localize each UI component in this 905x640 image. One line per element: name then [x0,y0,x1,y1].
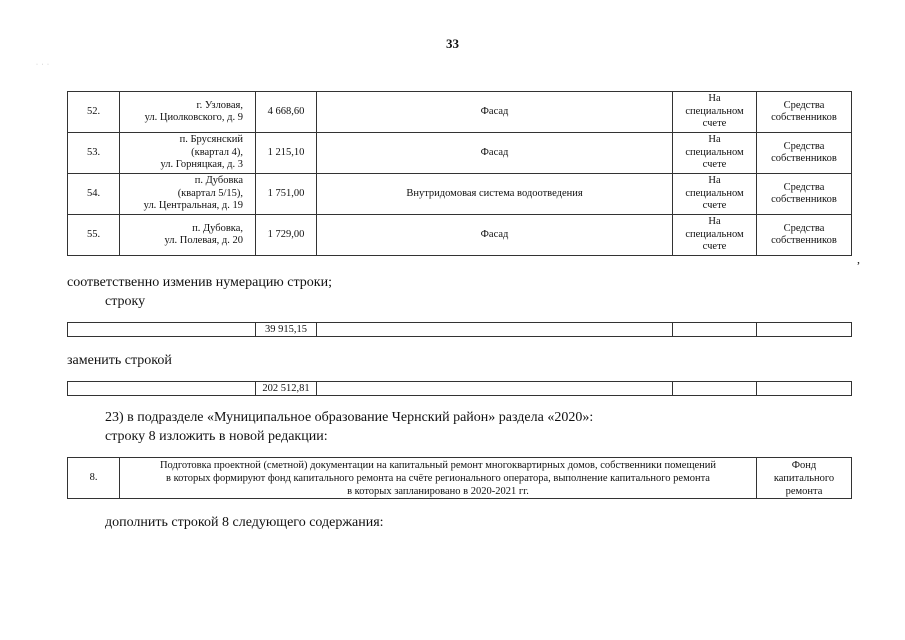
row-address-line2: (квартал 5/15), [177,187,243,199]
row-account [673,92,757,133]
new-row-account [673,382,757,396]
paragraph-renumber: соответственно изменив нумерацию строки; [67,275,332,290]
row-address-line1: п. Дубовка [194,175,243,187]
row-account-line2: специальном [685,187,744,199]
row-account-line3: счете [702,118,727,130]
row-work-type [317,133,673,174]
row-fund-source-line1: Средства [783,140,825,152]
old-total-row [67,322,852,337]
row-fund-source-line2: собственников [771,112,837,123]
row-account-line1: На [708,93,721,105]
row8-description [120,458,757,499]
row-number-line1: 52. [86,105,101,117]
row-address-line2: ул. Полевая, д. 20 [164,235,243,246]
row-fund-source-line1: Средства [783,181,825,193]
row-number [68,215,120,256]
row-account [673,174,757,215]
row-address-line2: ул. Циолковского, д. 9 [144,112,243,123]
row-work-type-line1: Фасад [480,228,509,240]
old-row-area: 39 915,15 [256,323,317,337]
new-row-fund [757,382,852,396]
row-work-type [317,174,673,215]
row-account-line3: счете [702,200,727,212]
row-address [120,133,256,174]
row-address-line3: ул. Центральная, д. 19 [143,200,243,212]
row-account-line3: счете [702,241,727,253]
table-row [68,215,852,256]
paragraph-replace: заменить строкой [67,353,172,368]
row-number-line1: 54. [86,187,101,199]
old-row-label [68,323,256,337]
table-row [68,458,852,499]
row-address-line1: п. Брусянский [179,134,243,146]
row-work-type [317,92,673,133]
row-fund-source-line1: Средства [783,99,825,111]
row-area-line1: 1 215,10 [267,146,305,158]
table-row [68,133,852,174]
row-account-line1: На [708,175,721,187]
row8-fund-line1: Фонд [791,459,817,471]
row8-table [67,457,852,499]
row-fund-source [757,174,852,215]
row-account-line2: специальном [685,146,744,158]
row-number-line1: 55. [86,228,101,240]
row8-desc-line2: в которых формируют фонд капитального ремонта на счёте регионального оператора, выполнение капитального ремонта [166,472,710,484]
row-address [120,174,256,215]
row8-fund-line3: ремонта [785,485,823,497]
row-fund-source [757,215,852,256]
row-number [68,174,120,215]
row-account-line2: специальном [685,105,744,117]
row-area [256,215,317,256]
row-area-line1: 1 729,00 [267,228,305,240]
row-address-line2: (квартал 4), [191,146,243,158]
row-area [256,133,317,174]
row-account-line3: счете [702,159,727,171]
row8-fund-line2: капитального [773,472,835,484]
row-address-line1: п. Дубовка, [192,222,243,234]
paragraph-row: строку [105,294,146,309]
row-fund-source [757,133,852,174]
trailing-comma: , [857,252,860,266]
row-address-line3: ул. Горняцкая, д. 3 [160,159,243,171]
new-row-label [68,382,256,396]
row-area-line1: 4 668,60 [267,105,305,117]
table-row [68,174,852,215]
row8-fund [757,458,852,499]
paragraph-add-row8: дополнить строкой 8 следующего содержания: [105,515,384,530]
page-number: 33 [446,36,459,51]
row-account-line1: На [708,134,721,146]
old-row-account [673,323,757,337]
row-fund-source-line2: собственников [771,235,837,246]
row-area-line1: 1 751,00 [267,187,305,199]
old-row-fund [757,323,852,337]
row-address-line1: г. Узловая, [196,99,243,111]
row-work-type-line1: Фасад [480,105,509,117]
row8-desc-line1: Подготовка проектной (сметной) документации на капитальный ремонт многоквартирных домов, собственники помещений [159,459,717,471]
row8-number: 8. [68,458,120,499]
row-fund-source-line2: собственников [771,194,837,205]
row-work-type-line1: Внутридомовая система водоотведения [406,187,583,199]
row-account-line1: На [708,216,721,228]
old-row-work [317,323,673,337]
row-fund-source-line2: собственников [771,153,837,164]
scan-artifact: · · · [36,62,50,68]
row-account [673,133,757,174]
row-work-type [317,215,673,256]
row-area [256,92,317,133]
row-area [256,174,317,215]
paragraph-subsection-23: 23) в подразделе «Муниципальное образование Чернский район» раздела «2020»: [105,410,594,425]
row-address [120,92,256,133]
row-address [120,215,256,256]
row8-desc-line3: в которых запланировано в 2020-2021 гг. [347,485,529,497]
row-work-type-line1: Фасад [480,146,509,158]
row-number [68,92,120,133]
row-fund-source [757,92,852,133]
row-number-line1: 53. [86,146,101,158]
table-row [68,92,852,133]
new-total-row [67,381,852,396]
paragraph-row8-new: строку 8 изложить в новой редакции: [105,429,328,444]
row-fund-source-line1: Средства [783,222,825,234]
new-row-work [317,382,673,396]
row-number [68,133,120,174]
row-account [673,215,757,256]
row-account-line2: специальном [685,228,744,240]
new-row-area: 202 512,81 [256,382,317,396]
addresses-table [67,91,852,256]
